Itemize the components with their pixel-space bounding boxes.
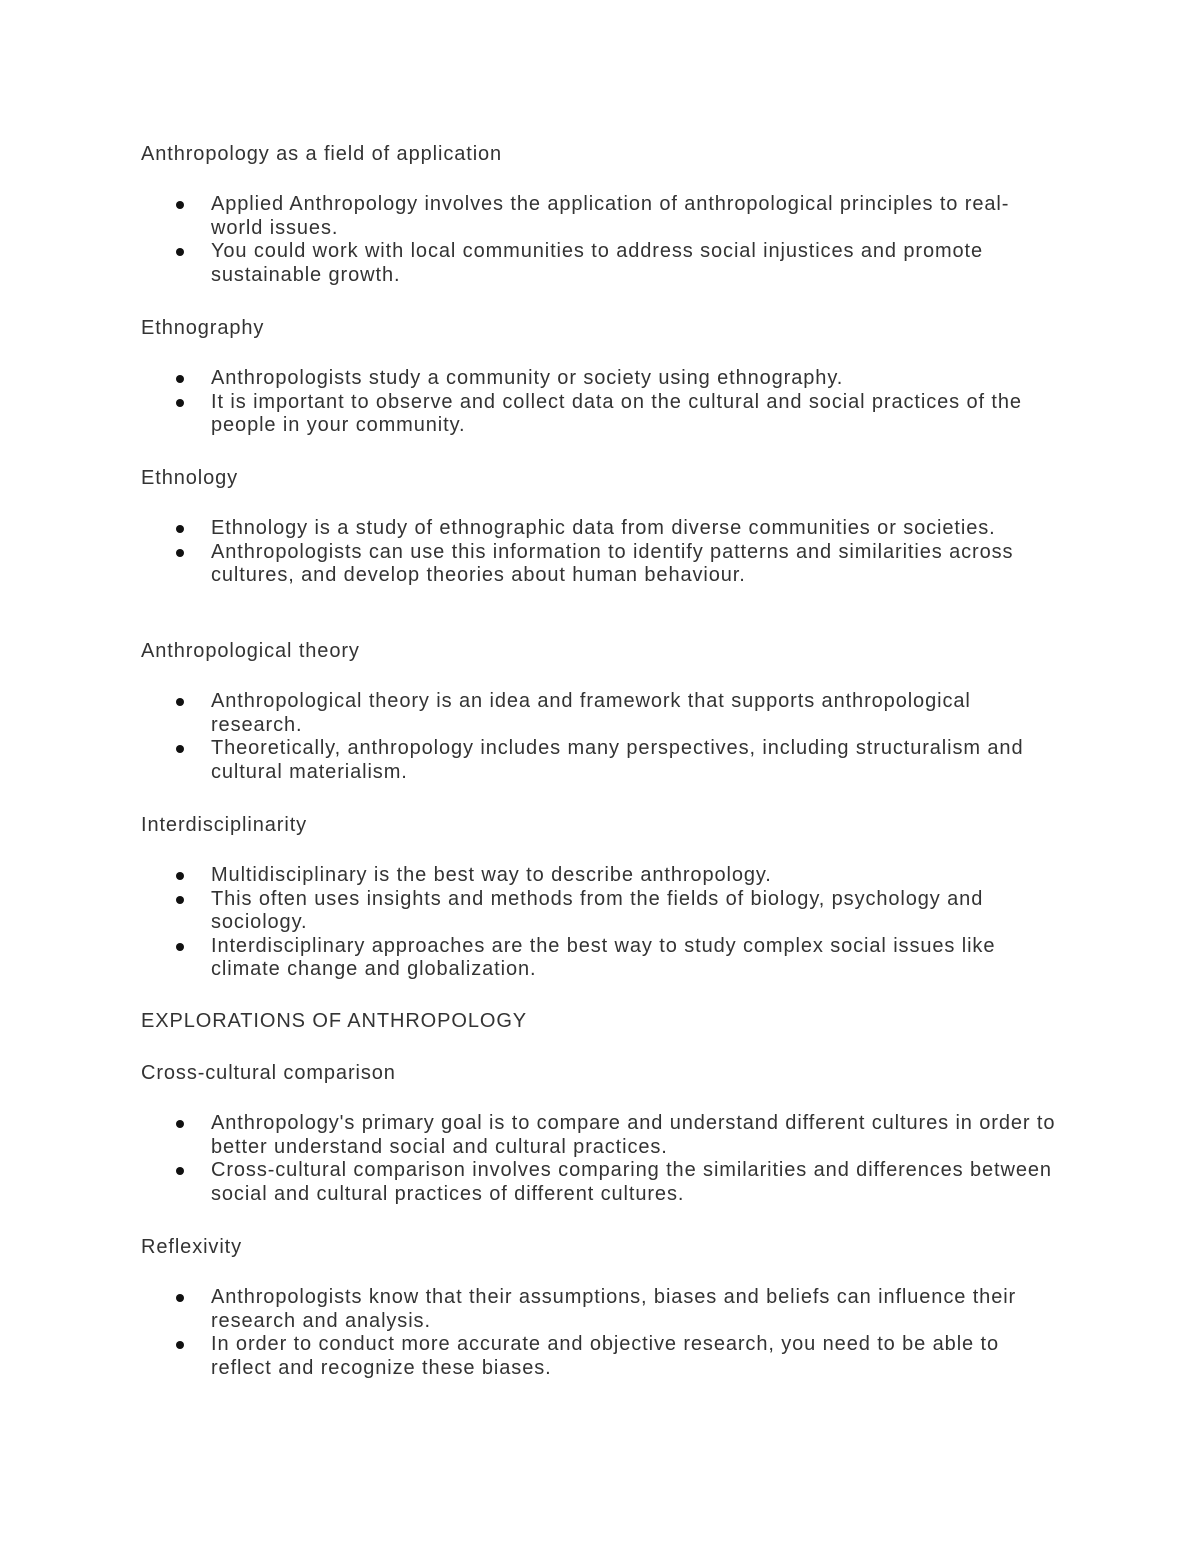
list-item-text: Anthropological theory is an idea and framework that supports anthropological research. (211, 690, 971, 736)
list-item (211, 1159, 1061, 1206)
bullet-icon (176, 1167, 184, 1175)
list-item-text: Ethnology is a study of ethnographic data from diverse communities or societies. (211, 517, 996, 539)
list-item (211, 193, 1061, 240)
list-item (211, 864, 1061, 888)
list-item-text: Anthropologists study a community or society using ethnography. (211, 367, 844, 389)
section-reflexivity (141, 1235, 1061, 1379)
list-item (211, 367, 1061, 391)
list-item-text: Interdisciplinary approaches are the best way to study complex social issues like climate change and globalization. (211, 934, 996, 980)
bullet-icon (176, 248, 184, 256)
list-item-text: Theoretically, anthropology includes many perspectives, including structuralism and cultural materialism. (211, 737, 1024, 783)
bullet-icon (176, 745, 184, 753)
bullet-icon (176, 549, 184, 557)
list-item (211, 391, 1061, 438)
list-item (211, 541, 1061, 588)
section-heading: EXPLORATIONS OF ANTHROPOLOGY (141, 1010, 528, 1032)
list-item-text: You could work with local communities to address social injustices and promote sustainable growth. (211, 240, 984, 286)
section-explorations-heading (141, 1009, 1061, 1033)
bullet-icon (176, 1341, 184, 1349)
bullet-icon (176, 1120, 184, 1128)
list-item-text: Multidisciplinary is the best way to describe anthropology. (211, 864, 772, 886)
section-heading: Ethnology (141, 467, 239, 489)
list-item (211, 517, 1061, 541)
bullet-icon (176, 375, 184, 383)
section-ethnology (141, 466, 1061, 586)
bullet-list (211, 367, 1061, 438)
section-heading: Anthropological theory (141, 640, 360, 662)
bullet-icon (176, 698, 184, 706)
list-item-text: In order to conduct more accurate and objective research, you need to be able to reflect and recognize these biases. (211, 1333, 999, 1379)
bullet-list (211, 864, 1061, 982)
section-heading: Interdisciplinarity (141, 814, 308, 836)
section-anthropological-theory (141, 639, 1061, 783)
bullet-list (211, 1112, 1061, 1206)
list-item (211, 935, 1061, 982)
section-ethnography (141, 316, 1061, 436)
list-item (211, 690, 1061, 737)
bullet-list (211, 1286, 1061, 1380)
list-item (211, 888, 1061, 935)
list-item-text: This often uses insights and methods from the fields of biology, psychology and sociology. (211, 887, 984, 933)
section-applied-anthropology (141, 142, 1061, 286)
list-item-text: Anthropology's primary goal is to compare and understand different cultures in order to better understand social and cultural practices. (211, 1112, 1056, 1158)
bullet-icon (176, 525, 184, 533)
bullet-icon (176, 896, 184, 904)
section-cross-cultural-comparison (141, 1061, 1061, 1205)
list-item-text: Anthropologists know that their assumptions, biases and beliefs can influence their research and analysis. (211, 1286, 1017, 1332)
bullet-icon (176, 201, 184, 209)
section-heading: Anthropology as a field of application (141, 143, 503, 165)
list-item (211, 1333, 1061, 1380)
list-item (211, 1112, 1061, 1159)
bullet-icon (176, 943, 184, 951)
section-interdisciplinarity (141, 813, 1061, 980)
bullet-list (211, 193, 1061, 287)
bullet-icon (176, 1294, 184, 1302)
bullet-icon (176, 399, 184, 407)
bullet-list (211, 690, 1061, 784)
bullet-icon (176, 872, 184, 880)
list-item (211, 240, 1061, 287)
list-item-text: Applied Anthropology involves the application of anthropological principles to real-world issues. (211, 193, 1010, 239)
list-item-text: It is important to observe and collect data on the cultural and social practices of the people in your community. (211, 390, 1022, 436)
list-item (211, 1286, 1061, 1333)
list-item (211, 737, 1061, 784)
bullet-list (211, 517, 1061, 588)
list-item-text: Anthropologists can use this information to identify patterns and similarities across cultures, and develop theories about human behaviour. (211, 540, 1014, 586)
section-heading: Reflexivity (141, 1236, 243, 1258)
section-heading: Ethnography (141, 317, 265, 339)
list-item-text: Cross-cultural comparison involves comparing the similarities and differences between social and cultural practices of different cultures. (211, 1159, 1052, 1205)
section-heading: Cross-cultural comparison (141, 1062, 396, 1084)
